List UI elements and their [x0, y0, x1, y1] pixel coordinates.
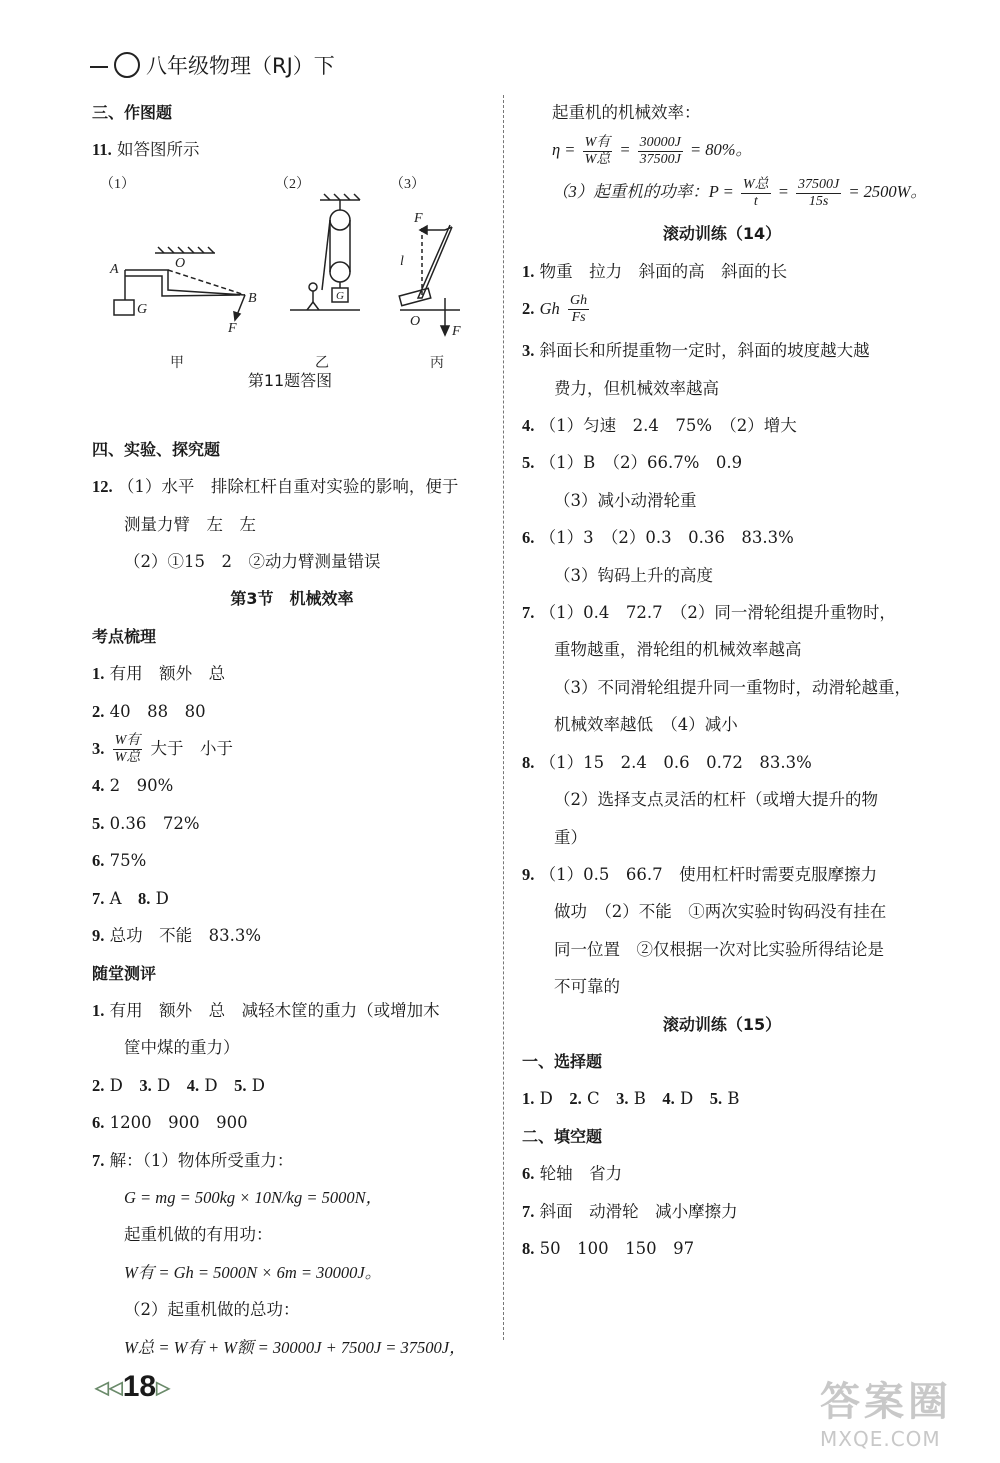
figure-11 — [100, 170, 480, 390]
answer-text: （3）不同滑轮组提升同一重物时，动滑轮越重， — [554, 677, 911, 697]
question-number: 12. — [92, 477, 113, 497]
answer-text: D — [680, 1089, 694, 1109]
question-number: 2. — [92, 1075, 105, 1095]
answer-text: 费力，但机械效率越高 — [554, 378, 719, 398]
answer-text: 如答图所示 — [116, 140, 200, 160]
question-number: 4. — [662, 1089, 675, 1109]
subsection-heading: 随堂测评 — [92, 963, 157, 983]
section-heading: 四、实验、探究题 — [92, 439, 221, 459]
equation: W总 = W有 + W额 = 30000J + 7500J = 37500J， — [124, 1337, 466, 1357]
answer-fraction: $\frac{Gh}{Fs}$ — [570, 293, 588, 326]
subsection-heading: 考点梳理 — [92, 626, 157, 646]
equation: G = mg = 500kg × 10N/kg = 5000N， — [124, 1187, 383, 1207]
answer-text: （1）3 （2）0.3 0.36 83.3% — [539, 528, 794, 548]
answer-text: 做功 （2）不能 ①两次实验时钩码没有挂在 — [554, 902, 887, 922]
equation-power: （3）起重机的功率：P = $\frac{\text{W总}}{t}$ = $\frac{37500J}{15s}$ = 2500W。 — [552, 177, 927, 210]
lever-diagram-c — [399, 225, 460, 335]
answer-text: D — [109, 1075, 123, 1095]
answer-text: 重物越重，滑轮组的机械效率越高 — [554, 640, 802, 660]
answer-text: A — [109, 888, 122, 908]
book-title: 八年级物理（RJ）下 — [146, 54, 335, 78]
answer-text: 轮轴 省力 — [539, 1164, 623, 1184]
answer-text: 解：（1）物体所受重力： — [109, 1150, 294, 1170]
force-label: F — [414, 211, 423, 226]
answer-text: 斜面 动滑轮 减小摩擦力 — [539, 1201, 738, 1221]
answer-text: 同一位置 ②仅根据一次对比实验所得结论是 — [554, 939, 884, 959]
answer-text: （1）0.5 66.7 使用杠杆时需要克服摩擦力 — [539, 864, 878, 884]
diagram-label: 甲 — [170, 356, 184, 371]
point-label: A — [110, 262, 119, 277]
answer-text: 有用 额外 总 — [109, 664, 226, 684]
answer-text: Gh — [539, 299, 560, 319]
question-number: 4. — [92, 776, 105, 796]
answer-text: 筐中煤的重力） — [124, 1038, 240, 1058]
question-number: 3. — [522, 341, 535, 361]
question-number: 8. — [522, 752, 535, 772]
watermark-url: MXQE.COM — [820, 1427, 941, 1451]
answer-text: D — [156, 1075, 171, 1095]
section-heading: 二、填空题 — [522, 1126, 603, 1146]
answer-text: D — [155, 888, 169, 908]
answer-text: 起重机的机械效率： — [552, 103, 701, 122]
question-number: 2. — [522, 299, 535, 319]
question-number: 5. — [234, 1075, 247, 1095]
question-number: 5. — [709, 1089, 723, 1109]
book-logo-icon — [114, 52, 140, 78]
answer-text: 有用 额外 总 减轻木筐的重力（或增加木 — [109, 1000, 440, 1020]
answer-text: D — [539, 1089, 553, 1109]
answer-text: D — [204, 1075, 218, 1095]
page-number-text: 18 — [122, 1370, 157, 1403]
efficiency-fraction: $\frac{\text{W有}}{\text{W总}}$ — [114, 733, 141, 766]
force-label: F — [452, 324, 461, 339]
diagram-label: 乙 — [315, 356, 329, 371]
right-arrow-icon: ▷ — [156, 1377, 170, 1398]
section-title: 滚动训练（15） — [662, 1014, 782, 1034]
answer-text: 机械效率越低 （4）减小 — [554, 715, 738, 735]
page-number — [95, 1370, 170, 1404]
question-number: 1. — [92, 664, 105, 684]
header-rule — [90, 66, 108, 68]
question-number: 3. — [92, 739, 105, 759]
answer-text: 50 100 150 97 — [539, 1238, 695, 1258]
answer-text: 大于 小于 — [150, 739, 234, 759]
point-label: O — [410, 314, 421, 329]
answer-text: （3）减小动滑轮重 — [554, 490, 697, 510]
question-number: 1. — [92, 1000, 105, 1020]
answer-text: （1）B （2）66.7% 0.9 — [539, 453, 743, 473]
question-number: 6. — [522, 528, 535, 548]
answer-text: 不可靠的 — [554, 977, 620, 997]
part-label: （3） — [390, 177, 425, 192]
answer-text: 总功 不能 83.3% — [109, 926, 262, 946]
equation: W有 = Gh = 5000N × 6m = 30000J。 — [124, 1262, 382, 1282]
answer-text: 1200 900 900 — [109, 1113, 248, 1133]
question-number: 7. — [92, 888, 105, 908]
answer-text: 起重机做的有用功： — [124, 1225, 273, 1245]
question-number: 6. — [92, 1113, 105, 1133]
equation-efficiency: η = $\frac{\text{W有}}{\text{W总}}$ = $\frac{30000J}{37500J}$ = 80%。 — [552, 135, 752, 168]
point-label: G — [137, 302, 148, 317]
question-number: 6. — [92, 851, 105, 871]
question-number: 8. — [522, 1238, 535, 1258]
answer-text: 重） — [554, 827, 587, 847]
question-number: 11. — [92, 140, 112, 160]
question-number: 9. — [92, 926, 105, 946]
question-number: 4. — [186, 1075, 200, 1095]
part-label: （1） — [100, 177, 135, 192]
answer-text: （3）钩码上升的高度 — [554, 565, 713, 585]
section-heading: 一、选择题 — [522, 1051, 603, 1071]
answer-text: D — [251, 1075, 265, 1095]
question-number: 2. — [92, 701, 105, 721]
question-number: 5. — [522, 453, 535, 473]
question-number: 7. — [92, 1150, 105, 1170]
question-number: 7. — [522, 1201, 535, 1221]
figure-caption: 第11题答图 — [247, 371, 333, 390]
question-number: 3. — [616, 1089, 629, 1109]
pulley-diagram-b — [290, 194, 360, 310]
question-number: 7. — [522, 603, 535, 623]
answer-text: C — [586, 1089, 600, 1109]
answer-text: 2 90% — [109, 776, 174, 796]
right-column — [522, 94, 927, 1267]
point-label: B — [248, 291, 257, 306]
point-label: F — [228, 321, 237, 336]
question-number: 5. — [92, 813, 105, 833]
point-label: G — [336, 290, 344, 302]
answer-text: B — [727, 1089, 740, 1109]
answer-text: （1）0.4 72.7 （2）同一滑轮组提升重物时， — [539, 603, 896, 623]
question-number: 1. — [522, 261, 535, 281]
figure-11-diagrams — [100, 170, 480, 380]
answer-text: 斜面长和所提重物一定时，斜面的坡度越大越 — [539, 341, 870, 361]
question-number: 4. — [522, 416, 535, 436]
answer-text: （2）起重机做的总功： — [124, 1300, 300, 1320]
answer-text: 测量力臂 左 左 — [124, 514, 256, 534]
section-title: 第3节 机械效率 — [230, 589, 354, 609]
question-number: 6. — [522, 1164, 535, 1184]
question-number: 9. — [522, 864, 535, 884]
arm-label: l — [400, 254, 404, 269]
question-number: 2. — [569, 1089, 582, 1109]
watermark-logo: 答案圈 — [820, 1379, 952, 1425]
left-arrow-icon: ◁◁ — [95, 1377, 123, 1398]
question-number: 1. — [522, 1089, 535, 1109]
answer-text: （2）选择支点灵活的杠杆（或增大提升的物 — [554, 790, 878, 810]
section-heading: 三、作图题 — [92, 103, 173, 122]
answer-text: 40 88 80 — [109, 701, 206, 721]
diagram-label: 丙 — [430, 356, 444, 371]
answer-text: 0.36 72% — [109, 813, 200, 833]
point-label: O — [175, 256, 186, 271]
watermark — [820, 1370, 990, 1455]
answer-text: （1）匀速 2.4 75% （2）增大 — [539, 416, 797, 436]
answer-text: 75% — [109, 851, 147, 871]
question-number: 3. — [139, 1075, 152, 1095]
answer-text: B — [633, 1089, 646, 1109]
question-number: 8. — [138, 888, 151, 908]
section-title: 滚动训练（14） — [662, 224, 782, 244]
answer-text: （1）15 2.4 0.6 0.72 83.3% — [539, 752, 812, 772]
answer-text: 物重 拉力 斜面的高 斜面的长 — [539, 261, 788, 281]
column-divider — [503, 95, 504, 1340]
page-header — [90, 50, 335, 80]
answer-text: （1）水平 排除杠杆自重对实验的影响，便于 — [117, 477, 459, 497]
answer-text: （2）①15 2 ②动力臂测量错误 — [124, 552, 381, 572]
part-label: （2） — [275, 177, 310, 192]
